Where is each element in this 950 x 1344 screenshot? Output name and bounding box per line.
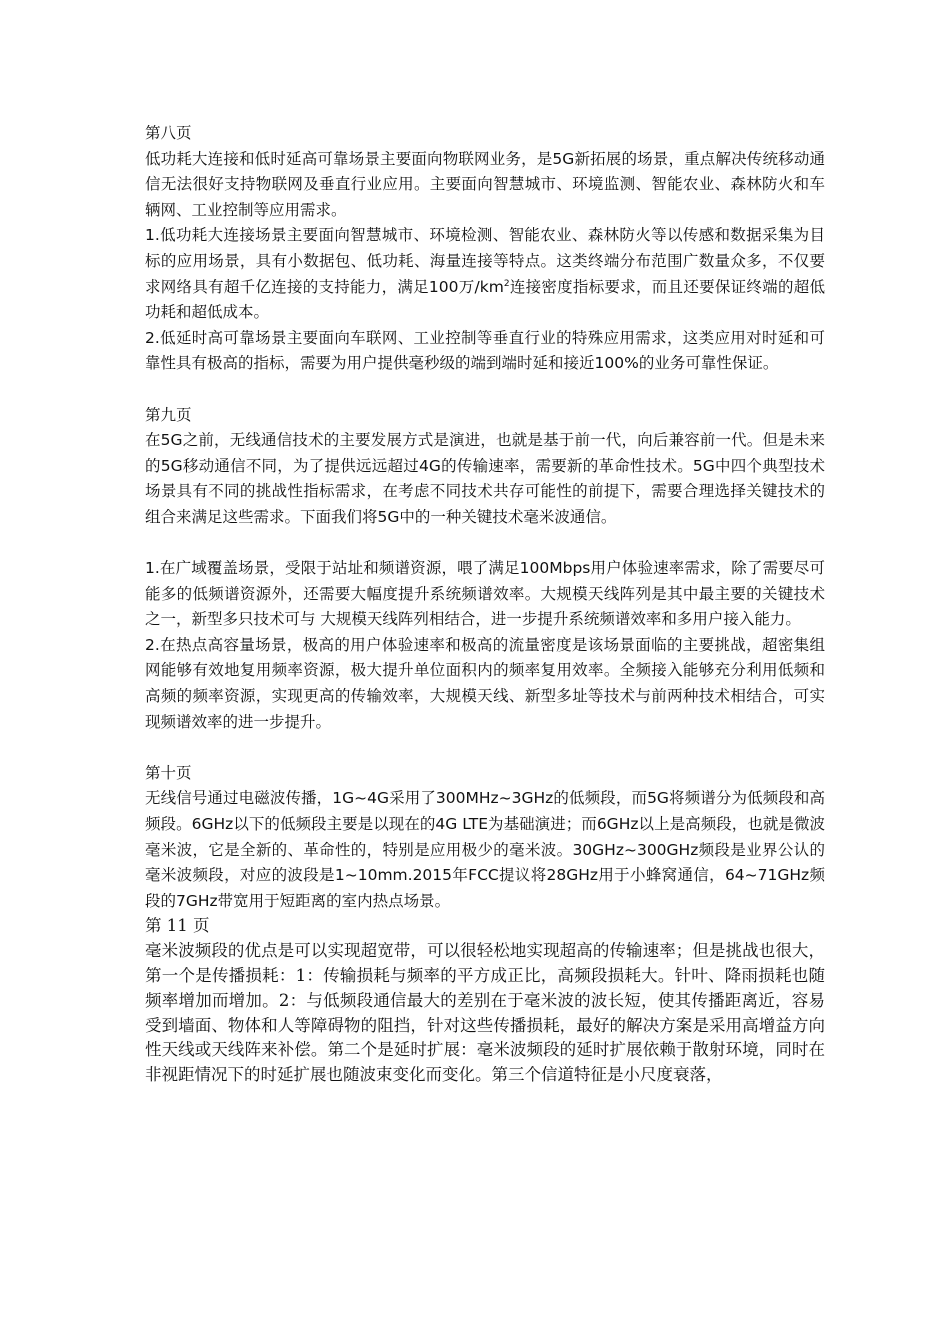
section-page-10 <box>145 761 825 915</box>
paragraph: 2.在热点高容量场景，极高的用户体验速率和极高的流量密度是该场景面临的主要挑战，超密集组网能够有效地复用频率资源，极大提升单位面积内的频率复用效率。全频接入能够充分利用低频和高频的频率资源，实现更高的传输效率，大规模天线、新型多址等技术与前两种技术相结合，可实现频谱效率的进一步提升。 <box>145 635 825 731</box>
paragraph <box>145 223 825 325</box>
paragraph: 毫米波频段的优点是可以实现超宽带，可以很轻松地实现超高的传输速率；但是挑战也很大，第一个是传播损耗：1：传输损耗与频率的平方成正比，高频段损耗大。针叶、降雨损耗也随频率增加而增加。2：与低频段通信最大的差别在于毫米波的波长短，使其传播距离近，容易受到墙面、物体和人等障碍物的阻挡，针对这些传播损耗，最好的解决方案是采用高增益方向性天线或天线阵来补偿。第二个是延时扩展：毫米波频段的延时扩展依赖于散射环境，同时在非视距情况下的时延扩展也随波束变化而变化。第三个信道特征是小尺度衰落， <box>145 941 825 1085</box>
section-page-9 <box>145 403 825 761</box>
section-heading: 第九页 <box>145 405 192 424</box>
paragraph: 低功耗大连接和低时延高可靠场景主要面向物联网业务，是5G新拓展的场景，重点解决传统移动通信无法很好支持物联网及垂直行业应用。主要面向智慧城市、环境监测、智能农业、森林防火和车辆网、工业控制等应用需求。 <box>145 149 825 219</box>
text-run: 连接密度指标要求，而且还要保证终端的超低功耗和超低成本。 <box>145 277 825 322</box>
document-content <box>145 121 825 1088</box>
section-heading: 第 11 页 <box>145 916 210 936</box>
section-page-11 <box>145 914 825 1088</box>
spacer <box>145 377 825 403</box>
text-run: 1.低功耗大连接场景主要面向智慧城市、环境检测、智能农业、森林防火等以传感和数据采集为目标的应用场景，具有小数据包、低功耗、海量连接等特点。这类终端分布范围广数量众多，不仅要求网络具有超千亿连接的支持能力，满足100万/km <box>145 226 825 296</box>
paragraph: 1.在广域覆盖场景，受限于站址和频谱资源，喂了满足100Mbps用户体验速率需求，除了需要尽可能多的低频谱资源外，还需要大幅度提升系统频谱效率。大规模天线阵列是其中最主要的关键技术之一，新型多只技术可与 大规模天线阵列相结合，进一步提升系统频谱效率和多用户接入能力。 <box>145 559 825 629</box>
spacer <box>145 735 825 761</box>
section-page-8 <box>145 121 825 403</box>
paragraph: 2.低延时高可靠场景主要面向车联网、工业控制等垂直行业的特殊应用需求，这类应用对时延和可靠性具有极高的指标，需要为用户提供毫秒级的端到端时延和接近100%的业务可靠性保证。 <box>145 328 825 373</box>
superscript: 2 <box>503 278 510 289</box>
paragraph: 无线信号通过电磁波传播，1G~4G采用了300MHz~3GHz的低频段，而5G将频谱分为低频段和高频段。6GHz以下的低频段主要是以现在的4G LTE为基础演进；而6GHz以上是高频段，也就是微波毫米波，它是全新的、革命性的，特别是应用极少的毫米波。30GHz~300GHz频段是业界公认的毫米波频段，对应的波段是1~10mm.2015年FCC提议将28GHz用于小蜂窝通信，64~71GHz频段的7GHz带宽用于短距离的室内热点场景。 <box>145 789 825 910</box>
section-heading: 第十页 <box>145 763 192 782</box>
section-heading: 第八页 <box>145 124 192 142</box>
paragraph: 在5G之前，无线通信技术的主要发展方式是演进，也就是基于前一代，向后兼容前一代。但是未来的5G移动通信不同，为了提供远远超过4G的传输速率，需要新的革命性技术。5G中四个典型技术场景具有不同的挑战性指标需求，在考虑不同技术共存可能性的前提下，需要合理选择关键技术的组合来满足这些需求。下面我们将5G中的一种关键技术毫米波通信。 <box>145 431 825 526</box>
spacer <box>145 531 825 557</box>
